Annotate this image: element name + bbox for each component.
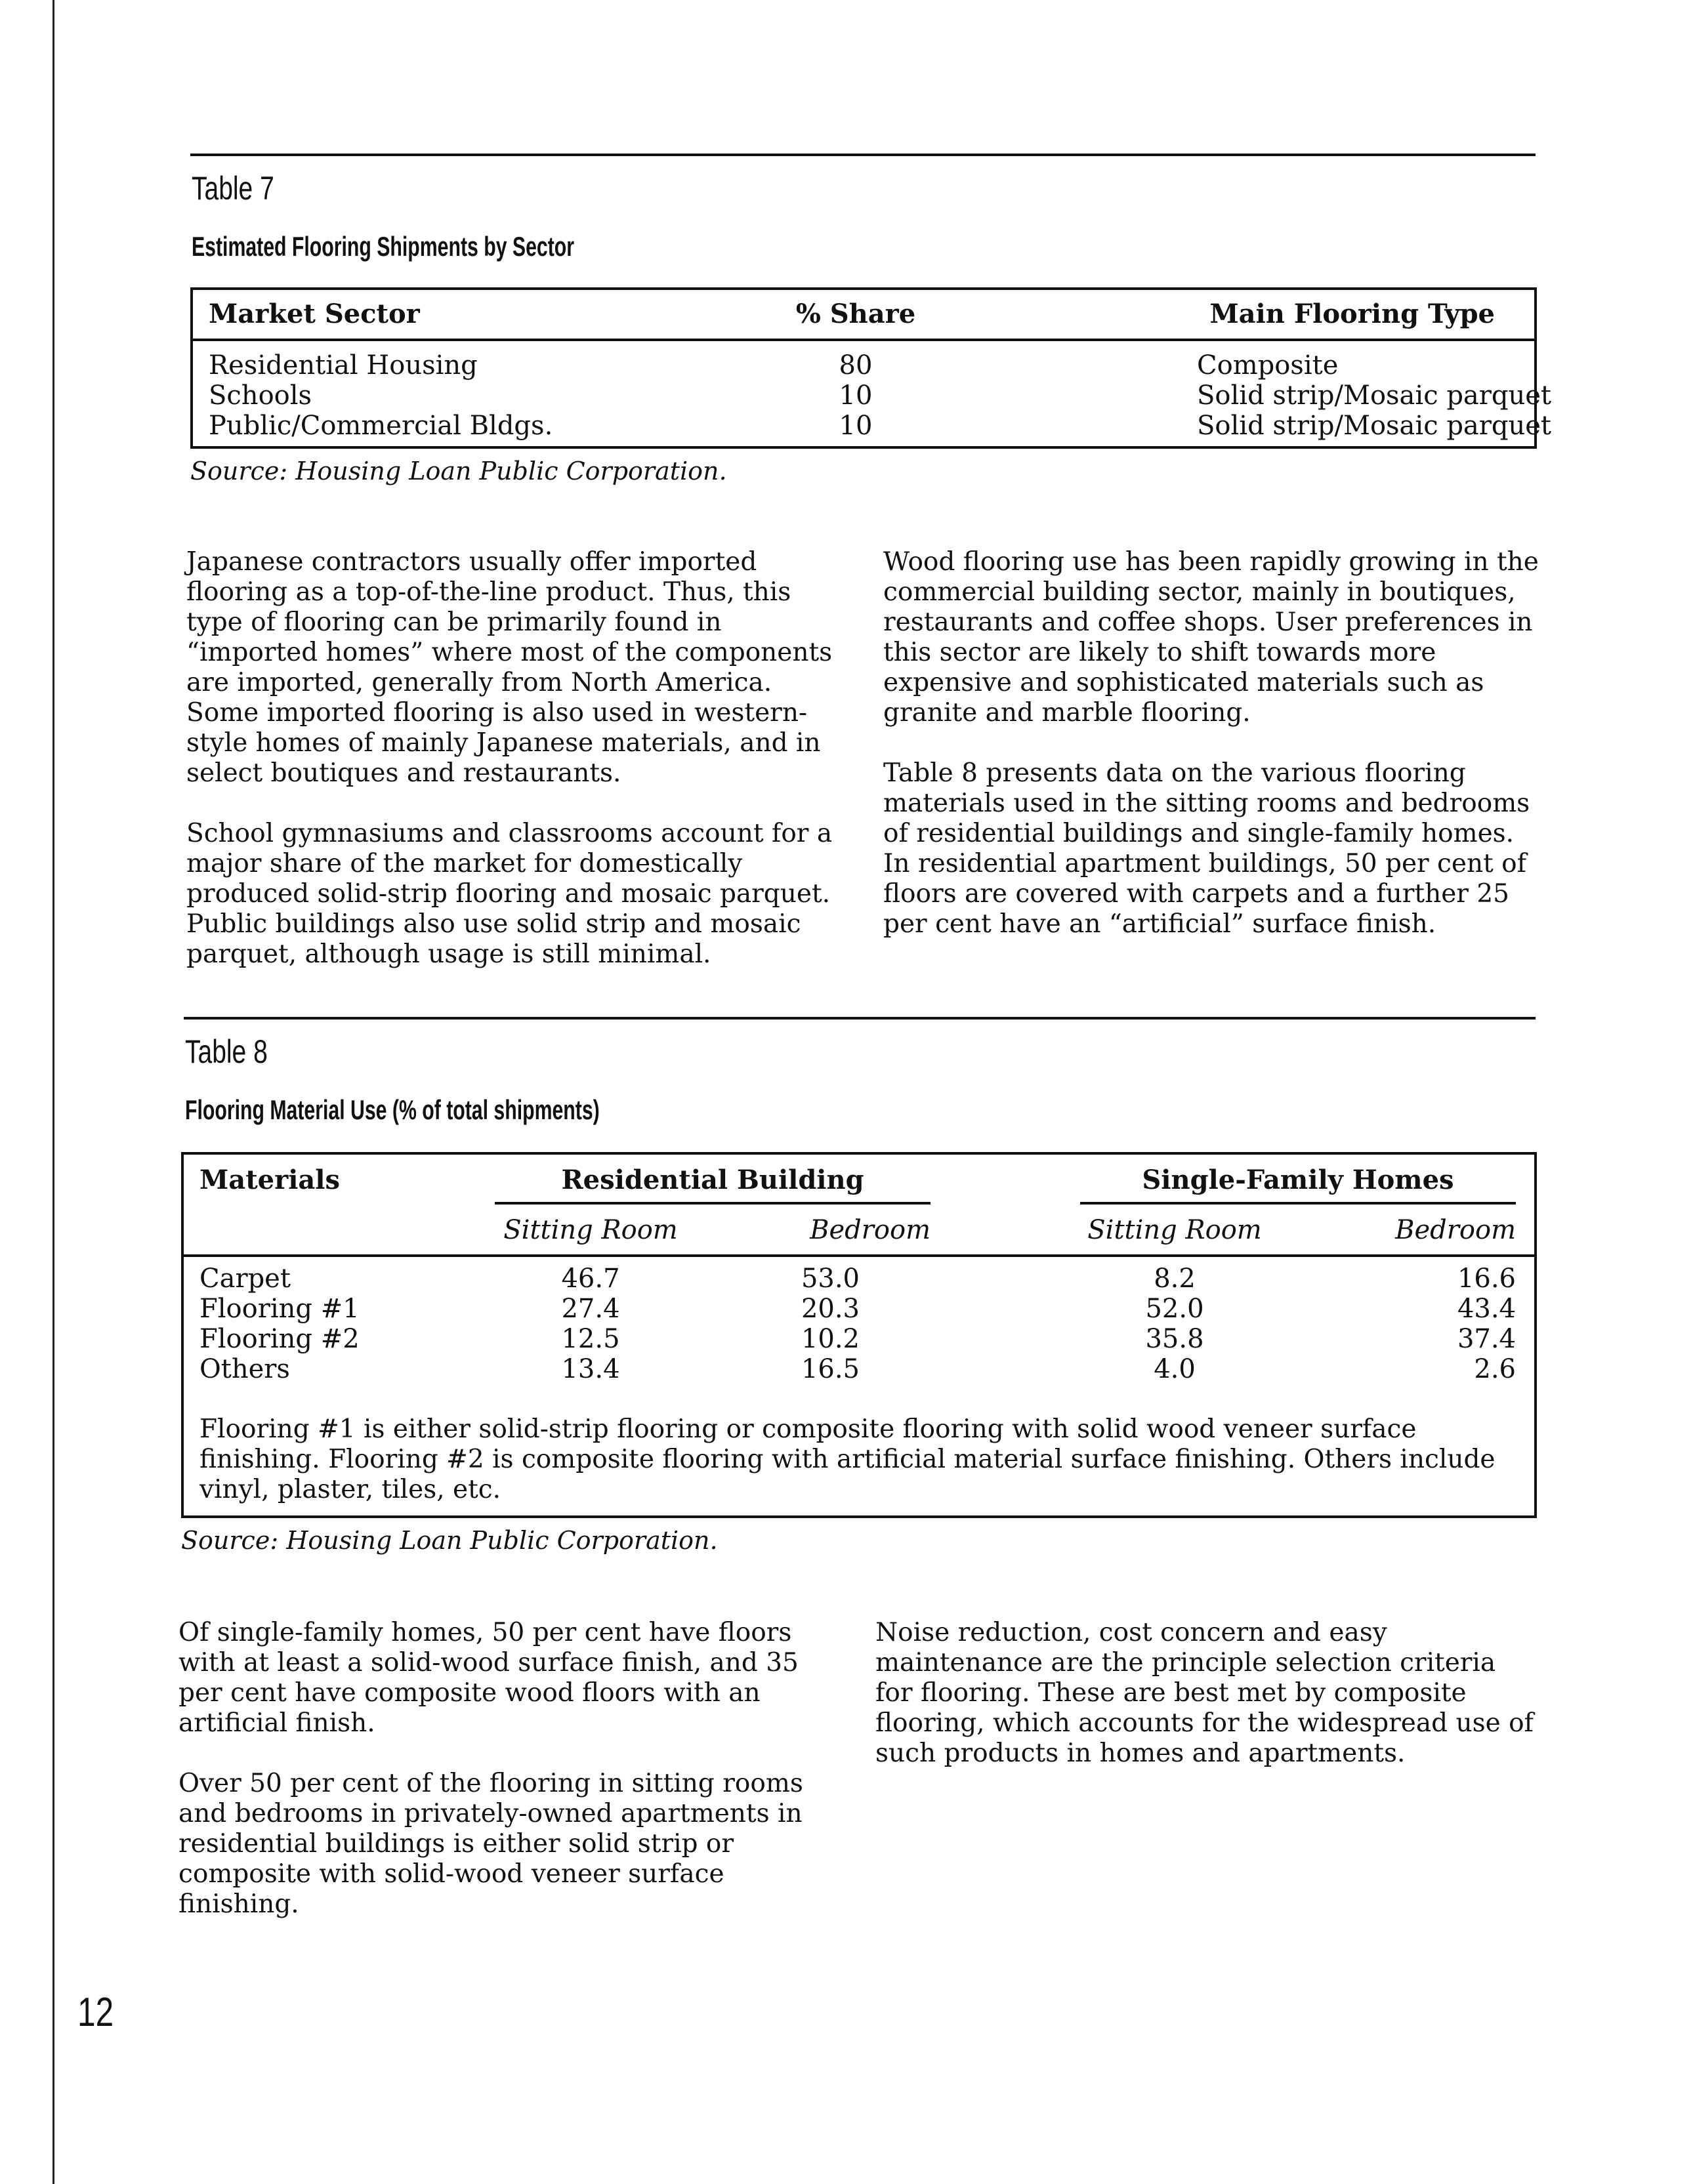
table8-cell: 16.6 [1457, 1264, 1516, 1294]
table7-row-share: 10 [839, 381, 873, 411]
table8-sub-sitting-room: Sitting Room [503, 1215, 678, 1245]
table7-header-divider [193, 339, 1534, 341]
table7-title: Estimated Flooring Shipments by Sector [192, 231, 575, 262]
text1-right-column [883, 547, 1546, 939]
table8-sub-sitting-room: Sitting Room [1087, 1215, 1262, 1245]
table8-cell: 12.5 [561, 1324, 620, 1354]
table7-box [190, 287, 1551, 449]
paragraph: School gymnasiums and classrooms account for a major share of the market for domestically produced solid-strip flooring and mosaic parquet. Public buildings also use solid strip and mosaic parquet, although usage is still minimal. [186, 819, 833, 969]
table8-row-material: Flooring #1 [199, 1294, 360, 1324]
table7-row-share: 10 [839, 411, 873, 441]
table7-row-sector: Schools [209, 381, 312, 411]
table8-group-residential-underline [495, 1202, 931, 1205]
table8-cell: 4.0 [1154, 1354, 1196, 1384]
table8-header-divider [184, 1254, 1534, 1257]
paragraph: Wood flooring use has been rapidly growing in the commercial building sector, mainly in boutiques, restaurants and coffee shops. User preferences in this sector are likely to shift towards more expensive and sophisticated materials such as granite and marble flooring. [883, 547, 1539, 728]
table7-header-share: % Share [795, 299, 916, 329]
table8-cell: 43.4 [1457, 1294, 1516, 1324]
table7-header-sector: Market Sector [209, 299, 420, 329]
table7-top-rule [190, 154, 1536, 156]
table7-row-share: 80 [839, 350, 873, 381]
table8-note: Flooring #1 is either solid-strip flooring or composite flooring with solid wood veneer surface finishing. Flooring #2 is composite flooring with artificial material surface finishing. Others include vinyl, plaster, tiles, etc. [199, 1414, 1496, 1504]
table8-top-rule [184, 1017, 1536, 1020]
table7-source: Source: Housing Loan Public Corporation. [190, 457, 727, 485]
table8-group-residential: Residential Building [561, 1164, 864, 1195]
table8-cell: 8.2 [1154, 1264, 1196, 1294]
table8-number: Table 8 [185, 1033, 268, 1070]
table8-cell: 20.3 [801, 1294, 860, 1324]
text2-left-column [178, 1618, 848, 1920]
table7-row-sector: Residential Housing [209, 350, 478, 381]
table8-cell: 16.5 [801, 1354, 860, 1384]
table8-header-materials: Materials [199, 1164, 341, 1195]
table8-cell: 52.0 [1145, 1294, 1204, 1324]
page-number: 12 [77, 1990, 114, 2035]
table8-cell: 35.8 [1145, 1324, 1204, 1354]
table8-title: Flooring Material Use (% of total shipments) [185, 1094, 600, 1125]
table8-row-material: Flooring #2 [199, 1324, 360, 1354]
table8-sub-bedroom: Bedroom [1395, 1215, 1516, 1245]
table8-cell: 2.6 [1474, 1354, 1516, 1384]
table7-number: Table 7 [192, 170, 274, 207]
table8-cell: 27.4 [561, 1294, 620, 1324]
table8-cell: 53.0 [801, 1264, 860, 1294]
table8-cell: 46.7 [561, 1264, 620, 1294]
table8-sub-bedroom: Bedroom [810, 1215, 931, 1245]
table8-row-material: Others [199, 1354, 290, 1384]
table8-cell: 37.4 [1457, 1324, 1516, 1354]
paragraph: Table 8 presents data on the various flooring materials used in the sitting rooms and bedrooms of residential buildings and single-family homes. In residential apartment buildings, 50 per cent of floors are covered with carpets and a further 25 per cent have an “artificial” surface finish. [883, 758, 1530, 939]
table7-header-type: Main Flooring Type [1209, 299, 1495, 329]
text1-left-column [186, 547, 849, 970]
paragraph: Noise reduction, cost concern and easy maintenance are the principle selection criteria for flooring. These are best met by composite flooring, which accounts for the widespread use of such products in homes and apartments. [875, 1618, 1534, 1768]
paragraph: Of single-family homes, 50 per cent have floors with at least a solid-wood surface finish, and 35 per cent have composite wood floors with an artificial finish. [178, 1618, 799, 1738]
table8-group-single-family-underline [1080, 1202, 1516, 1205]
text2-right-column [875, 1618, 1538, 1769]
table8-source: Source: Housing Loan Public Corporation. [181, 1526, 718, 1555]
table7-row-type: Solid strip/Mosaic parquet [1197, 381, 1551, 411]
table7-row-sector: Public/Commercial Bldgs. [209, 411, 553, 441]
paragraph: Japanese contractors usually offer imported flooring as a top-of-the-line product. Thus, this type of flooring can be primarily found in “imported homes” where most of the components are imported, generally from North America. Some imported flooring is also used in western-style homes of mainly Japanese materials, and in select boutiques and restaurants. [186, 547, 833, 788]
table8-row-material: Carpet [199, 1264, 291, 1294]
table8-group-single-family: Single-Family Homes [1142, 1164, 1454, 1195]
table8-cell: 13.4 [561, 1354, 620, 1384]
table7-row-type: Solid strip/Mosaic parquet [1197, 411, 1551, 441]
page-margin-line [52, 0, 54, 2184]
paragraph: Over 50 per cent of the flooring in sitting rooms and bedrooms in privately-owned apartments in residential buildings is either solid strip or composite with solid-wood veneer surface finishing. [178, 1769, 803, 1919]
table7-row-type: Composite [1197, 350, 1339, 381]
table8-box [181, 1152, 1537, 1518]
table8-cell: 10.2 [801, 1324, 860, 1354]
